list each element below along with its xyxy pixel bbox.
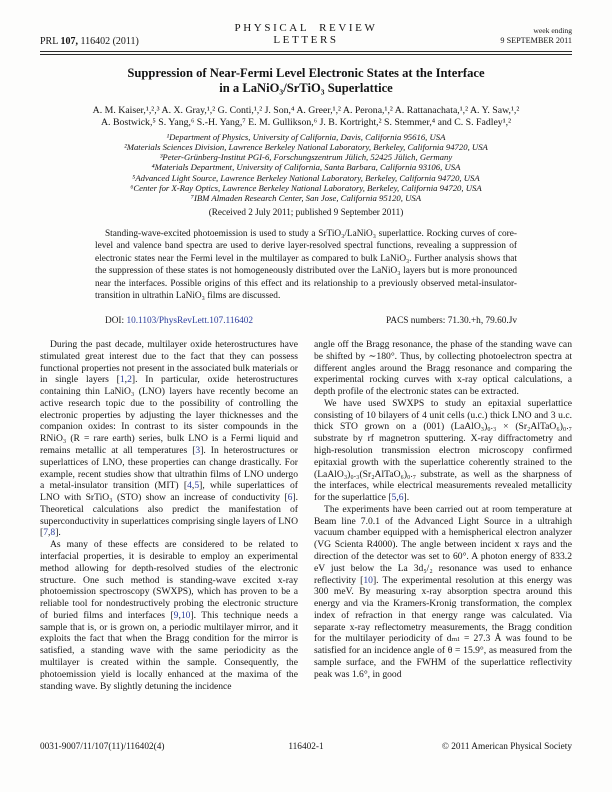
affiliation-5: ⁵Advanced Light Source, Lawrence Berkeley National Laboratory, Berkeley, California 94720, USA xyxy=(132,172,480,183)
citation-link[interactable]: 3 xyxy=(195,444,201,456)
author-list xyxy=(40,105,572,129)
paper-title xyxy=(40,66,572,95)
citation-link[interactable]: 9 xyxy=(173,609,179,621)
week-ending-label: week ending xyxy=(533,26,572,36)
citation-link[interactable]: 4 xyxy=(187,480,192,492)
doi-label: DOI: xyxy=(105,315,127,326)
affiliation-1: ¹Department of Physics, University of California, Davis, California 95616, USA xyxy=(166,131,446,142)
paper-title-line2: in a LaNiO₃/SrTiO₃ Superlattice xyxy=(219,80,393,95)
affiliation-4: ⁴Materials Department, University of California, Santa Barbara, California 93106, USA xyxy=(151,162,461,173)
citation-link[interactable]: 7 xyxy=(43,527,48,539)
citation-link[interactable]: 6 xyxy=(398,492,404,504)
journal-header xyxy=(40,22,572,47)
right-column xyxy=(314,339,572,735)
issue-date-value: 9 SEPTEMBER 2011 xyxy=(500,36,572,46)
affiliation-6: ⁶Center for X-Ray Optics, Lawrence Berkeley National Laboratory, Berkeley, California 94720, USA xyxy=(130,183,482,194)
author-line-2: A. Bostwick,⁵ S. Yang,⁶ S.-H. Yang,⁷ E. M. Gullikson,⁶ J. B. Kortright,² S. Stemmer,⁴ and C. S. Fadley¹,² xyxy=(100,117,512,129)
citation-link[interactable]: 10 xyxy=(363,574,373,586)
doi-pacs-row xyxy=(95,316,517,326)
citation-link[interactable]: 5 xyxy=(194,480,200,492)
citation-link[interactable]: 8 xyxy=(50,527,56,539)
body-paragraph-2-continued: angle off the Bragg resonance, the phase of the standing wave can be shifted by ∼180°. Thus, by collecting photoelectron spectra at different angles around the Bragg resonance and comparing the experimental rocking curves with x-ray optical calculations, a depth profile of the electronic states can be extracted. xyxy=(314,338,572,398)
body-paragraph-4: The experiments have been carried out at room temperature at Beam line 7.0.1 of the Advanced Light Source in a ultrahigh vacuum chamber equipped with a hemispherical electron analyzer (VG Scienta R4000). The angle between incident x rays and the direction of the detector was set to 60°. A photon energy of 833.2 eV just below the La 3d₅/₂ resonance was used to enhance reflectivity [10]. The experimental resolution at this energy was 300 meV. By measuring x-ray absorption spectra around this energy and via the Kramers-Kronig transformation, the complex index of refraction in that energy range was calculated. Via separate x-ray reflectometry measurements, the Bragg condition for the multilayer periodicity of dₘₗ = 27.3 Å was found to be satisfied for an incidence angle of θ = 15.9°, as measured from the sample surface, and the FWHM of the superlattice reflectivity peak was 1.6°, in good xyxy=(314,503,572,680)
issn-code: 0031-9007/11/107(11)/116402(4) xyxy=(40,742,165,752)
received-dates: (Received 2 July 2011; published 9 September 2011) xyxy=(208,206,404,217)
page-number: 116402-1 xyxy=(288,742,324,752)
citation-link[interactable]: 1 xyxy=(119,374,125,386)
paper-title-line1: Suppression of Near-Fermi Level Electronic States at the Interface xyxy=(127,66,485,80)
header-rule xyxy=(40,51,572,55)
affiliation-3: ³Peter-Grünberg-Institut PGI-6, Forschungszentrum Jülich, 52425 Jülich, Germany xyxy=(159,152,453,163)
citation-link[interactable]: 10 xyxy=(180,609,191,621)
author-line-1: A. M. Kaiser,¹,²,³ A. X. Gray,¹,² G. Conti,¹,² J. Son,⁴ A. Greer,¹,² A. Perona,¹,² A. Rattanachata,¹,² A. Y. Saw,¹,² xyxy=(92,105,520,117)
body-paragraph-2: As many of these effects are considered to be related to interfacial properties, it is desirable to employ an experimental method allowing for depth-resolved studies of the electronic structure. One such method is standing-wave excited x-ray photoemission spectroscopy (SWXPS), which has proven to be a reliable tool for nondestructively probing the electronic structure of buried films and interfaces [9,10]. This technique needs a sample that is, or is grown on, a periodic multilayer mirror, and it exploits the fact that when the Bragg condition for the mirror is satisfied, a standing wave with the same periodicity as the multilayer is created within the sample. Consequently, the photoemission yield is locally enhanced at the maxima of the standing wave. By slightly detuning the incidence xyxy=(40,539,299,692)
citation-link[interactable]: 5 xyxy=(391,492,397,504)
body-columns xyxy=(0,339,612,735)
issue-date xyxy=(412,26,572,47)
journal-citation xyxy=(40,36,200,47)
affiliation-list xyxy=(40,132,572,204)
page-footer xyxy=(40,742,572,752)
body-paragraph-1: During the past decade, multilayer oxide heterostructures have stimulated great interest due to the fact that they can possess functional properties not present in the associated bulk materials or in single layers [1,2]. In particular, oxide heterostructures containing thin LaNiO₃ (LNO) layers have recently become an active research topic due to the possibility of controlling the electronic properties by adjusting the layer thicknesses and the companion oxides: In contrast to its sister compounds in the RNiO₃ (R = rare earth) series, bulk LNO is a Fermi liquid and remains metallic at all temperatures [3]. In heterostructures or superlattices of LNO, these properties can change drastically. For example, recent studies show that ultrathin films of LNO undergo a metal-insulator transition (MIT) [4,5], while superlattices of LNO with SrTiO₃ (STO) show an increase of conductivity [6]. Theoretical calculations also predict the manifestation of superconductivity in superlattices comprising single layers of LNO [7,8]. xyxy=(40,338,299,539)
citation-link[interactable]: 6 xyxy=(287,492,293,504)
copyright: © 2011 American Physical Society xyxy=(441,742,572,752)
journal-abbrev: PRL xyxy=(40,36,61,47)
doi xyxy=(105,316,253,326)
left-column xyxy=(40,339,298,735)
pacs-numbers: PACS numbers: 71.30.+h, 79.60.Jv xyxy=(386,315,517,326)
journal-name: PHYSICAL REVIEW LETTERS xyxy=(234,22,378,46)
citation-link[interactable]: 2 xyxy=(127,374,132,386)
body-paragraph-3: We have used SWXPS to study an epitaxial superlattice consisting of 10 bilayers of 4 unit cells (u.c.) thick LNO and 3 u.c. thick STO grown on a (001) (LaAlO₃)₀.₃ × (Sr₂AlTaO₆)₀.₇ substrate by rf magnetron sputtering. X-ray diffractometry and high-resolution transmission electron microscopy confirmed epitaxial growth with the superlattice coherently strained to the (LaAlO₃)₀.₃(Sr₂AlTaO₆)₀.₇ substrate, as well as the sharpness of the interfaces, while electrical measurements revealed metallicity for the superlattice [5,6]. xyxy=(314,397,572,504)
affiliation-2: ²Materials Sciences Division, Lawrence Berkeley National Laboratory, Berkeley, California 94720, USA xyxy=(124,141,488,152)
abstract: Standing-wave-excited photoemission is used to study a SrTiO₃/LaNiO₃ superlattice. Rocking curves of core-level and valence band spectra are used to derive layer-resolved spectral functions, revealing a suppression of electronic states near the Fermi level in the multilayer as compared to bulk LaNiO₃. Further analysis shows that the suppression of these states is not homogeneously distributed over the LaNiO₃ layers but is more pronounced near the interfaces. Possible origins of this effect and its relationship to a previously observed metal-insulator-transition in ultrathin LaNiO₃ films are discussed. xyxy=(95,228,517,302)
journal-volume: 107, xyxy=(60,36,78,47)
doi-link[interactable]: 10.1103/PhysRevLett.107.116402 xyxy=(126,315,254,326)
journal-article-number: 116402 (2011) xyxy=(77,36,139,47)
affiliation-7: ⁷IBM Almaden Research Center, San Jose, California 95120, USA xyxy=(190,193,422,204)
